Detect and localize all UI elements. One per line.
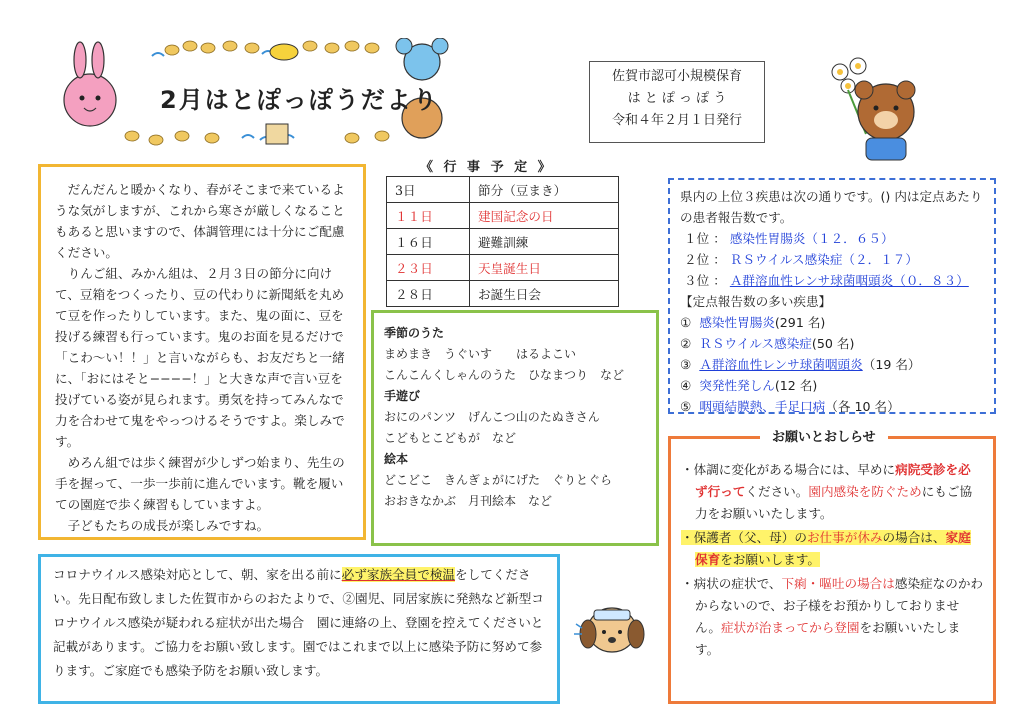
schedule-event: お誕生日会 <box>470 281 619 307</box>
schedule-event: 避難訓練 <box>470 229 619 255</box>
disease-name: ＲＳウイルス感染症 <box>699 336 812 351</box>
schedule-title: 《 行 事 予 定 》 <box>420 160 554 175</box>
notice-text: 感染症なのかわからないので、お子様をお預かりしておりません。 <box>695 576 983 635</box>
notice-section <box>668 436 996 704</box>
notice-item <box>681 573 983 661</box>
notice-text: の場合は、 <box>882 530 946 545</box>
publisher-box <box>589 61 765 143</box>
list-number: ⑤ <box>680 399 692 414</box>
disease-count: （19 名） <box>862 357 921 372</box>
picture-book-line: どこどこ きんぎょがにげた ぐりとぐら <box>384 473 613 487</box>
intro-paragraph: りんご組、みかん組は、２月３日の節分に向けて、豆箱をつくったり、豆の代わりに新聞紙を丸めて豆を作ったりしています。また、鬼の面に、豆を投げる練習も行っています。鬼のお面を見るだけで「こわ〜い！！」と言いながらも、お友だちと一緒に、「おにはそと−−−−！」と大きな声で言い豆を投げている姿が見られます。勇気を持ってみんなで力を合わせて鬼をやっつけるそうですよ。楽しみです。 <box>55 266 345 449</box>
list-number: ③ <box>680 357 692 372</box>
disease-count: (50 名) <box>811 336 855 351</box>
schedule-date: 3日 <box>387 177 470 203</box>
season-songs-line: こんこんくしゃんのうた ひなまつり など <box>384 368 625 382</box>
disease-count: (291 名) <box>774 315 826 330</box>
disease-name: Ａ群溶血性レンサ球菌咽頭炎（０．８３） <box>729 273 969 288</box>
season-songs-heading: 季節のうた <box>384 326 445 340</box>
schedule-date: ２３日 <box>387 255 470 281</box>
notice-text: ・保護者（父、母）の <box>681 530 807 545</box>
notice-highlight: お仕事が休み <box>806 530 883 545</box>
covid-text: コロナウイルス感染対応として、朝、家を出る前に <box>53 567 342 582</box>
table-row <box>387 229 619 255</box>
schedule-event: 天皇誕生日 <box>470 255 619 281</box>
schedule-date: １６日 <box>387 229 470 255</box>
schedule-event: 節分（豆まき） <box>470 177 619 203</box>
picture-book-heading: 絵本 <box>384 452 409 466</box>
rank-label: ２位 ： <box>684 252 726 267</box>
list-item <box>680 396 986 417</box>
covid-highlight: 必ず家族全員で検温 <box>341 567 455 582</box>
publisher-line-1: 佐賀市認可小規模保育 <box>611 69 742 84</box>
table-row <box>387 281 619 307</box>
disease-top-item <box>680 249 986 270</box>
publisher-line-3: 令和４年２月１日発行 <box>611 113 742 128</box>
notice-text: ・体調に変化がある場合には、早めに <box>681 462 896 477</box>
notice-item <box>681 527 983 571</box>
table-row <box>387 177 619 203</box>
notice-highlight: 家庭保育 <box>695 530 971 567</box>
intro-paragraph: だんだんと暖かくなり、春がそこまで来ているような気がしますが、これから寒さが厳しくなることもあると思いますので、体調管理には十分にご配慮ください。 <box>55 182 345 260</box>
disease-top-item <box>680 228 986 249</box>
picture-book-line: おおきなかぶ 月刊絵本 など <box>384 494 553 508</box>
table-row <box>387 203 619 229</box>
disease-count: (12 名) <box>774 378 818 393</box>
notice-title: お願いとおしらせ <box>760 426 888 445</box>
intro-paragraph: 子どもたちの成長が楽しみですね。 <box>67 518 270 533</box>
rank-label: ３位 ： <box>684 273 726 288</box>
publisher-line-2: は と ぽ っ ぽ う <box>627 91 727 106</box>
rank-label: １位 ： <box>684 231 726 246</box>
notice-text: ください。 <box>745 484 809 499</box>
schedule-date: １１日 <box>387 203 470 229</box>
disease-name: 感染性胃腸炎（１２．６５） <box>729 231 894 246</box>
disease-name: Ａ群溶血性レンサ球菌咽頭炎 <box>699 357 863 372</box>
notice-text: にもご協力をお願いいたします。 <box>695 484 973 521</box>
notice-highlight: 病院受診を必ず行って <box>695 462 971 499</box>
covid-text: をしてください。先日配布致しました佐賀市からのおたよりで、②園児、同居家族に発熱など新型コロナウイルス感染が疑われる症状が出た場合 園に連絡の上、登園を控えてくださいと記載があります。ご協力をお願い致します。園ではこれまで以上に感染予防に努めて参ります。ご家庭でも感染予防をお願い致します。 <box>53 567 544 678</box>
newsletter-title: 2月はとぽっぽうだより <box>160 86 439 114</box>
notice-highlight: 園内感染を防ぐため <box>808 484 922 499</box>
schedule-date: ２８日 <box>387 281 470 307</box>
intro-section <box>38 164 366 540</box>
notice-highlight: 下痢・嘔吐の場合は <box>781 576 895 591</box>
hand-play-heading: 手遊び <box>384 389 421 403</box>
table-row <box>387 255 619 281</box>
notice-item <box>681 459 983 525</box>
disease-name: 咽頭結膜熱、手足口病 <box>699 399 826 414</box>
hand-play-line: こどもとこどもが など <box>384 431 517 445</box>
notice-text: をお願いいたします。 <box>695 620 961 657</box>
list-item <box>680 354 986 375</box>
disease-report <box>668 178 996 414</box>
disease-intro: 県内の上位３疾患は次の通りです。() 内は定点あたりの患者報告数です。 <box>680 189 983 225</box>
bear-illustration <box>822 54 922 164</box>
disease-name: 突発性発しん <box>699 378 775 393</box>
notice-highlight: 症状が治まってから登園 <box>720 620 860 635</box>
season-songs-line: まめまき うぐいす はるよこい <box>384 347 577 361</box>
schedule-event: 建国記念の日 <box>470 203 619 229</box>
disease-name: 感染性胃腸炎 <box>699 315 775 330</box>
list-number: ② <box>680 336 692 351</box>
disease-name: ＲＳウイルス感染症（２．１７） <box>729 252 918 267</box>
disease-subheading: 【定点報告数の多い疾患】 <box>680 294 832 309</box>
covid-notice <box>38 554 560 704</box>
intro-paragraph: めろん組では歩く練習が少しずつ始まり、先生の手を握って、一歩一歩前に進んでいます。靴を履いての園庭で歩く練習もしていますよ。 <box>55 455 345 512</box>
notice-text: をお願いします。 <box>720 552 820 567</box>
sick-dog-illustration <box>572 594 652 664</box>
disease-top-item <box>680 270 986 291</box>
hand-play-line: おにのパンツ げんこつ山のたぬきさん <box>384 410 600 424</box>
list-item <box>680 333 986 354</box>
list-number: ① <box>680 315 692 330</box>
songs-section <box>371 310 659 546</box>
schedule-table <box>386 176 619 307</box>
list-item <box>680 375 986 396</box>
list-number: ④ <box>680 378 692 393</box>
disease-count: （各 10 名） <box>825 399 900 414</box>
list-item <box>680 312 986 333</box>
notice-text: ・病状の症状で、 <box>681 576 782 591</box>
